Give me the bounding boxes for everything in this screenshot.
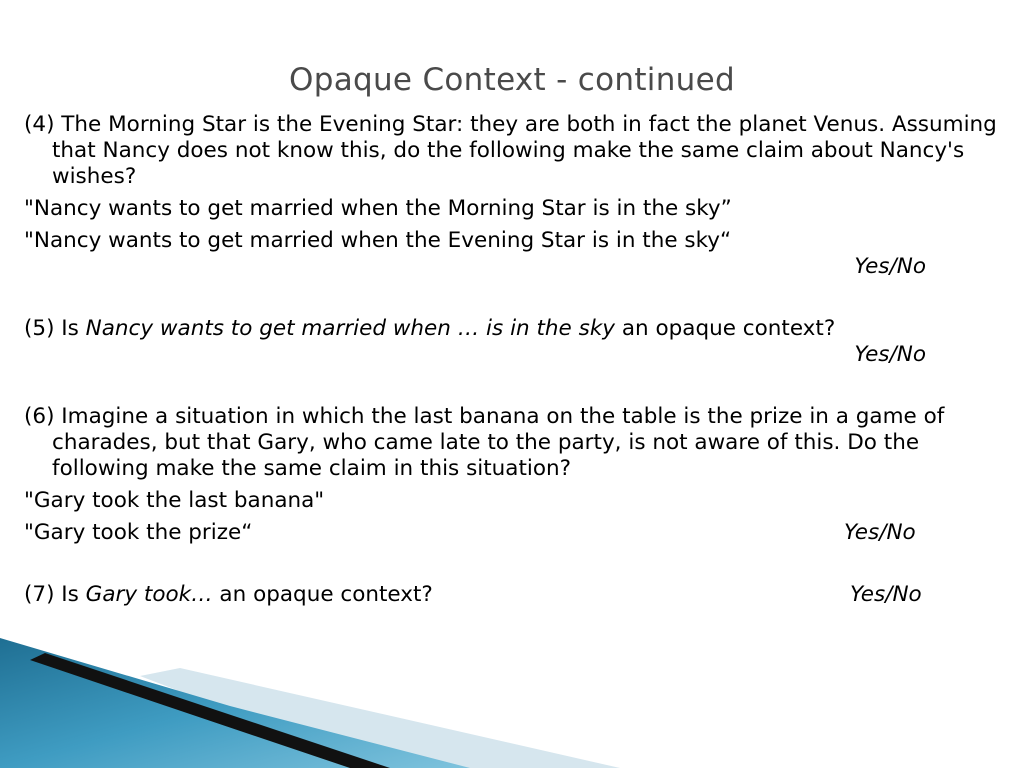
question-5-suffix: an opaque context? bbox=[615, 316, 836, 341]
question-4-text: (4) The Morning Star is the Evening Star: they are both in fact the planet Venus. Assuming that Nancy does not know this, do the following make the same claim about Nancy's wishes? bbox=[24, 112, 997, 189]
question-5-answer: Yes/No bbox=[854, 342, 926, 367]
question-7 bbox=[24, 582, 1014, 608]
decorative-corner-graphic bbox=[0, 638, 1024, 768]
question-6-sentence-b-row bbox=[24, 520, 1014, 546]
question-6-sentence-a: "Gary took the last banana" bbox=[24, 488, 325, 513]
question-5 bbox=[24, 316, 1014, 342]
question-5-italic: Nancy wants to get married when … is in the sky bbox=[85, 316, 615, 341]
slide-title: Opaque Context - continued bbox=[289, 62, 735, 98]
question-6-sentence-b: "Gary took the prize“ bbox=[24, 520, 253, 545]
question-7-answer: Yes/No bbox=[850, 582, 922, 607]
question-7-prefix: (7) Is bbox=[24, 582, 86, 607]
question-4-answer: Yes/No bbox=[854, 254, 926, 279]
question-7-italic: Gary took… bbox=[85, 582, 213, 607]
question-4-sentence-a: "Nancy wants to get married when the Morning Star is in the sky” bbox=[24, 196, 732, 221]
slide-body bbox=[24, 112, 1014, 608]
question-6-text: (6) Imagine a situation in which the last banana on the table is the prize in a game of charades, but that Gary, who came late to the party, is not aware of this. Do the following make the same claim in this situation? bbox=[24, 404, 945, 481]
question-4-sentence-b: "Nancy wants to get married when the Evening Star is in the sky“ bbox=[24, 228, 732, 253]
question-7-suffix: an opaque context? bbox=[212, 582, 433, 607]
question-6-answer: Yes/No bbox=[844, 520, 916, 545]
question-5-prefix: (5) Is bbox=[24, 316, 86, 341]
